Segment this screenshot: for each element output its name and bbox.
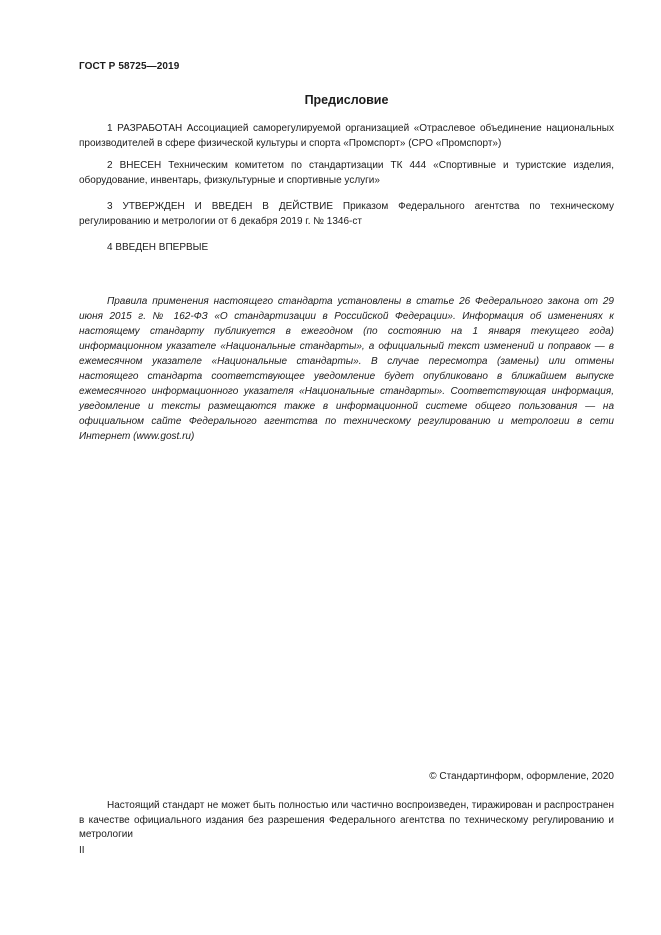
document-code: ГОСТ Р 58725—2019	[79, 61, 180, 72]
foreword-item-4: 4 ВВЕДЕН ВПЕРВЫЕ	[107, 242, 209, 253]
copyright-line: © Стандартинформ, оформление, 2020	[429, 771, 614, 782]
page-number: II	[79, 845, 85, 856]
reproduction-notice: Настоящий стандарт не может быть полностью или частично воспроизведен, тиражирован и распространен в качестве официального издания без разрешения Федерального агентства по техническому регулированию и метрологии	[79, 800, 614, 840]
foreword-item-1: 1 РАЗРАБОТАН Ассоциацией саморегулируемой организацией «Отраслевое объединение национальных производителей в сфере физической культуры и спорта «Промспорт» (СРО «Промспорт»)	[79, 123, 614, 149]
standard-usage-notice: Правила применения настоящего стандарта установлены в статье 26 Федерального закона от 29 июня 2015 г. № 162-ФЗ «О стандартизации в Российской Федерации». Информация об изменениях к настоящему стандарту публикуется в ежегодном (по состоянию на 1 января текущего года) информационном указателе «Национальные стандарты», а официальный текст изменений и поправок — в ежемесячном указателе «Национальные стандарты». В случае пересмотра (замены) или отмены настоящего стандарта соответствующее уведомление будет опубликовано в ближайшем выпуске ежемесячного информационного указателя «Национальные стандарты». Соответствующая информация, уведомление и тексты размещаются также в информационной системе общего пользования — на официальном сайте Федерального агентства по техническому регулированию и метрологии в сети Интернет (www.gost.ru)	[79, 296, 614, 442]
foreword-item-2: 2 ВНЕСЕН Техническим комитетом по стандартизации ТК 444 «Спортивные и туристские изделия, оборудование, инвентарь, физкультурные и спортивные услуги»	[79, 160, 614, 186]
foreword-item-3: 3 УТВЕРЖДЕН И ВВЕДЕН В ДЕЙСТВИЕ Приказом Федерального агентства по техническому регулированию и метрологии от 6 декабря 2019 г. № 1346-ст	[79, 201, 614, 227]
page-title: Предисловие	[304, 93, 389, 107]
